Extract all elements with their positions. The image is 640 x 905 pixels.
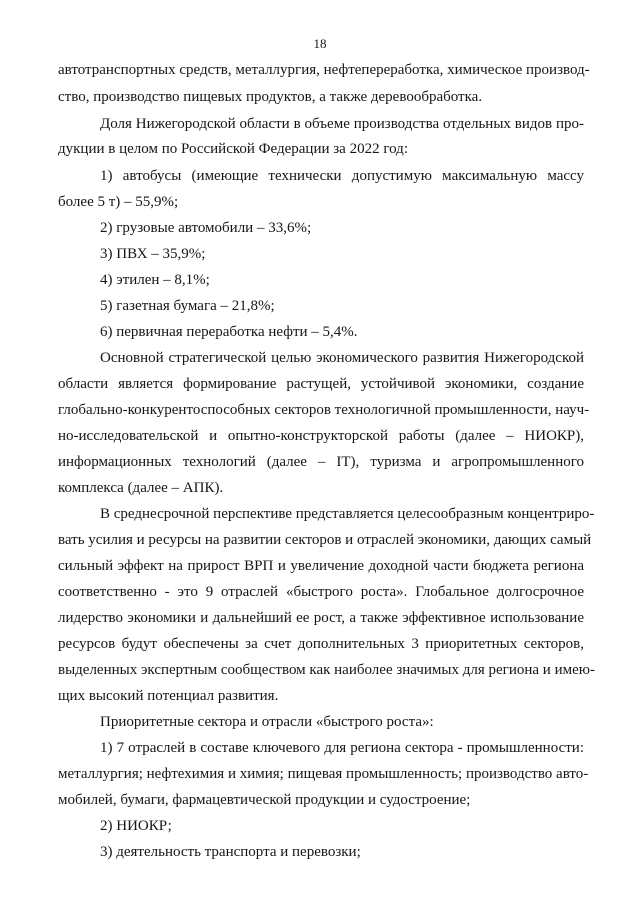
text-line: соответственно - это 9 отраслей «быстрого роста». Глобальное долгосрочное	[58, 584, 584, 600]
list-item: 2) НИОКР;	[100, 818, 172, 834]
list-item: 3) деятельность транспорта и перевозки;	[100, 844, 361, 860]
text-line: металлургия; нефтехимия и химия; пищевая промышленность; производство авто-	[58, 766, 589, 782]
text-line: комплекса (далее – АПК).	[58, 480, 224, 496]
text-line: ство, производство пищевых продуктов, а также деревообработка.	[58, 89, 483, 105]
text-line: ресурсов будут обеспечены за счет дополнительных 3 приоритетных секторов,	[58, 636, 584, 652]
text-line: глобально-конкурентоспособных секторов технологичной промышленности, науч-	[58, 402, 590, 418]
list-item: 1) автобусы (имеющие технически допустимую максимальную массу	[100, 168, 584, 184]
list-item: 4) этилен – 8,1%;	[100, 272, 210, 288]
text-line: более 5 т) – 55,9%;	[58, 194, 179, 210]
text-line: сильный эффект на прирост ВРП и увеличение доходной части бюджета региона	[58, 558, 584, 574]
text-line: автотранспортных средств, металлургия, нефтепереработка, химическое производ-	[58, 62, 590, 78]
text-line: Основной стратегической целью экономического развития Нижегородской	[100, 350, 584, 366]
text-line: области является формирование растущей, устойчивой экономики, создание	[58, 376, 584, 392]
text-line: но-исследовательской и опытно-конструкторской работы (далее – НИОКР),	[58, 428, 584, 444]
list-item: 3) ПВХ – 35,9%;	[100, 246, 206, 262]
text-line: мобилей, бумаги, фармацевтической продукции и судостроение;	[58, 792, 471, 808]
text-line: Приоритетные сектора и отрасли «быстрого роста»:	[100, 714, 434, 730]
list-item: 5) газетная бумага – 21,8%;	[100, 298, 275, 314]
text-line: Доля Нижегородской области в объеме производства отдельных видов про-	[100, 116, 584, 132]
list-item: 2) грузовые автомобили – 33,6%;	[100, 220, 312, 236]
text-line: информационных технологий (далее – IT), туризма и агропромышленного	[58, 454, 584, 470]
text-line: В среднесрочной перспективе представляется целесообразным концентриро-	[100, 506, 595, 522]
text-line: лидерство экономики и дальнейший ее рост, а также эффективное использование	[58, 610, 584, 626]
page-number: 18	[313, 36, 327, 51]
list-item: 6) первичная переработка нефти – 5,4%.	[100, 324, 358, 340]
list-item: 1) 7 отраслей в составе ключевого для региона сектора - промышленности:	[100, 740, 584, 756]
text-line: дукции в целом по Российской Федерации за 2022 год:	[58, 141, 408, 157]
text-line: выделенных экспертным сообществом как наиболее значимых для региона и имею-	[58, 662, 595, 678]
text-line: щих высокий потенциал развития.	[58, 688, 279, 704]
text-line: вать усилия и ресурсы на развитии секторов и отраслей экономики, дающих самый	[58, 532, 592, 548]
